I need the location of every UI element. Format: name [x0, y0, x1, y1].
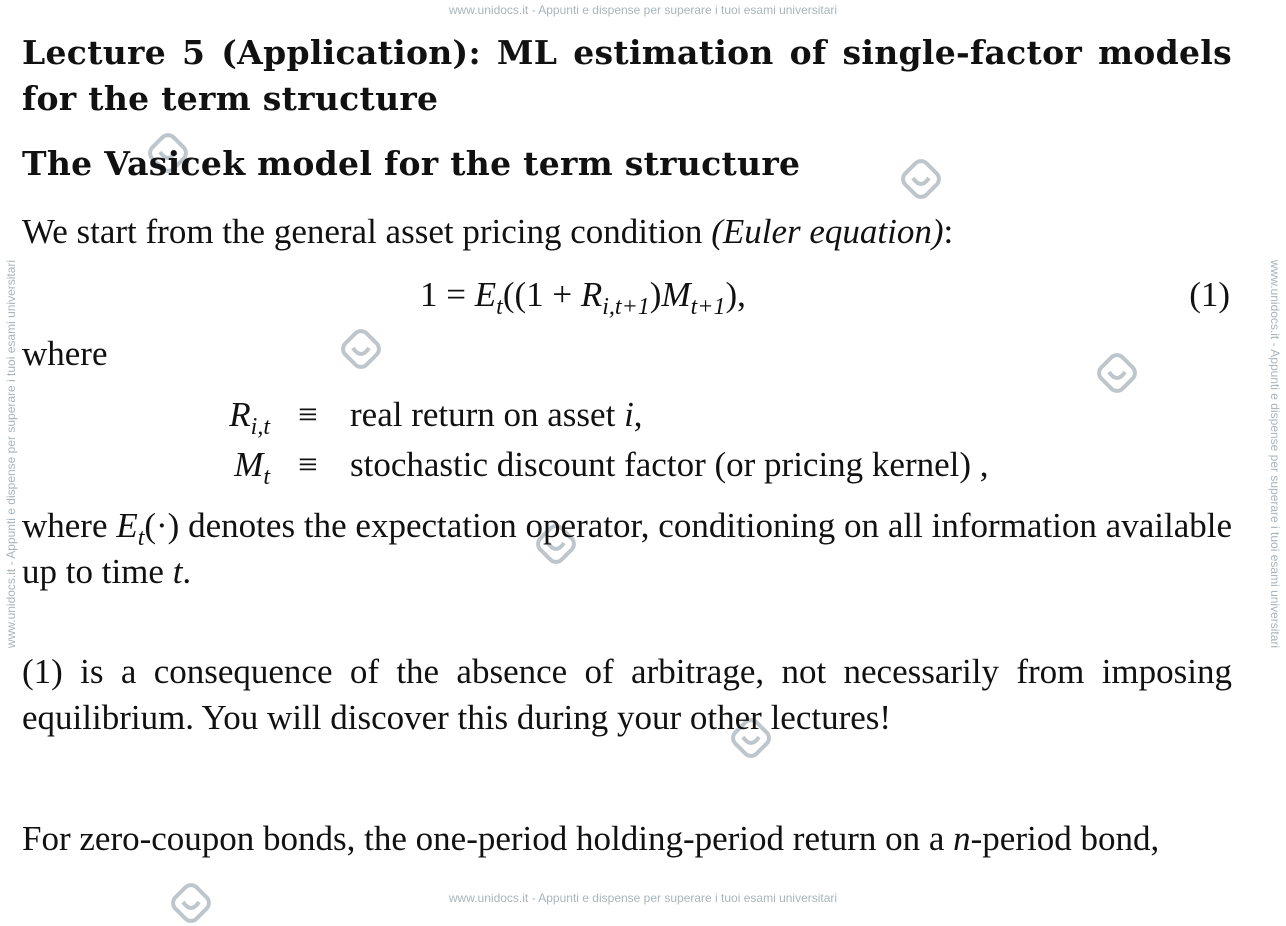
watermark-right: www.unidocs.it - Appunti e dispense per superare i tuoi esami universitari: [1268, 259, 1282, 649]
expectation-end: .: [182, 552, 192, 591]
time-variable: t: [172, 552, 183, 591]
expectation-symbol: E: [116, 506, 138, 545]
unidocs-logo-icon: [168, 880, 214, 926]
definition-text: stochastic discount factor (or pricing kernel) ,: [350, 445, 989, 484]
equation-number: (1): [1189, 275, 1230, 314]
unidocs-logo-icon: [898, 156, 944, 202]
watermark-top: www.unidocs.it - Appunti e dispense per superare i tuoi esami universitari: [448, 3, 838, 17]
expectation-text-pre: where: [22, 506, 117, 545]
definition-symbol-subscript: t: [263, 464, 270, 490]
period-variable: n: [953, 819, 971, 858]
equiv-symbol: ≡: [298, 445, 318, 484]
intro-emphasis: (Euler equation): [711, 212, 944, 251]
discount-subscript: t+1: [690, 294, 726, 320]
definition-symbol: [0, 392, 270, 438]
definition-symbol-letter: M: [234, 445, 264, 484]
intro-paragraph: [22, 209, 1232, 255]
expectation-argument: (·): [144, 506, 180, 545]
definition-description: [350, 442, 989, 488]
expectation-text-post: denotes the expectation operator, conditioning on all information available up to time: [22, 506, 1232, 591]
zero-coupon-text-pre: For zero-coupon bonds, the one-period holding-period return on a: [22, 819, 954, 858]
where-label: where: [22, 334, 108, 373]
euler-equation: [420, 272, 746, 318]
equiv-symbol: ≡: [298, 395, 318, 434]
arbitrage-paragraph: (1) is a consequence of the absence of arbitrage, not necessarily from imposing equilibrium. You will discover this during your other lectures!: [22, 652, 1232, 737]
expectation-symbol: E: [474, 275, 497, 314]
lecture-title: Lecture 5 (Application): ML estimation of single-factor models for the term structure: [22, 33, 1232, 118]
equation-close: ),: [725, 275, 746, 314]
watermark-bottom: www.unidocs.it - Appunti e dispense per superare i tuoi esami universitari: [448, 891, 838, 905]
intro-end: :: [943, 212, 954, 251]
watermark-left: www.unidocs.it - Appunti e dispense per superare i tuoi esami universitari: [4, 259, 18, 649]
definition-symbol: [0, 442, 270, 488]
definition-variable: i: [624, 395, 634, 434]
return-subscript: i,t+1: [602, 294, 650, 320]
return-symbol: R: [580, 275, 603, 314]
section-title: The Vasicek model for the term structure: [22, 144, 801, 183]
definition-punct: ,: [633, 395, 643, 434]
discount-symbol: M: [661, 275, 691, 314]
expectation-subscript: t: [137, 525, 145, 551]
definition-row: [0, 442, 1286, 492]
expectation-subscript: t: [496, 294, 503, 320]
equation-mid: ): [649, 275, 662, 314]
equation-lhs: 1 =: [420, 275, 475, 314]
definition-text: real return on asset: [350, 395, 625, 434]
definition-row: [0, 392, 1286, 442]
definition-symbol-letter: R: [229, 395, 251, 434]
definition-description: [350, 392, 643, 438]
equation-open: ((1 +: [502, 275, 581, 314]
zero-coupon-paragraph: [22, 816, 1232, 862]
intro-text: We start from the general asset pricing condition: [22, 212, 712, 251]
expectation-paragraph: [22, 503, 1232, 595]
definition-symbol-subscript: i,t: [250, 414, 270, 440]
zero-coupon-text-post: -period bond,: [970, 819, 1160, 858]
